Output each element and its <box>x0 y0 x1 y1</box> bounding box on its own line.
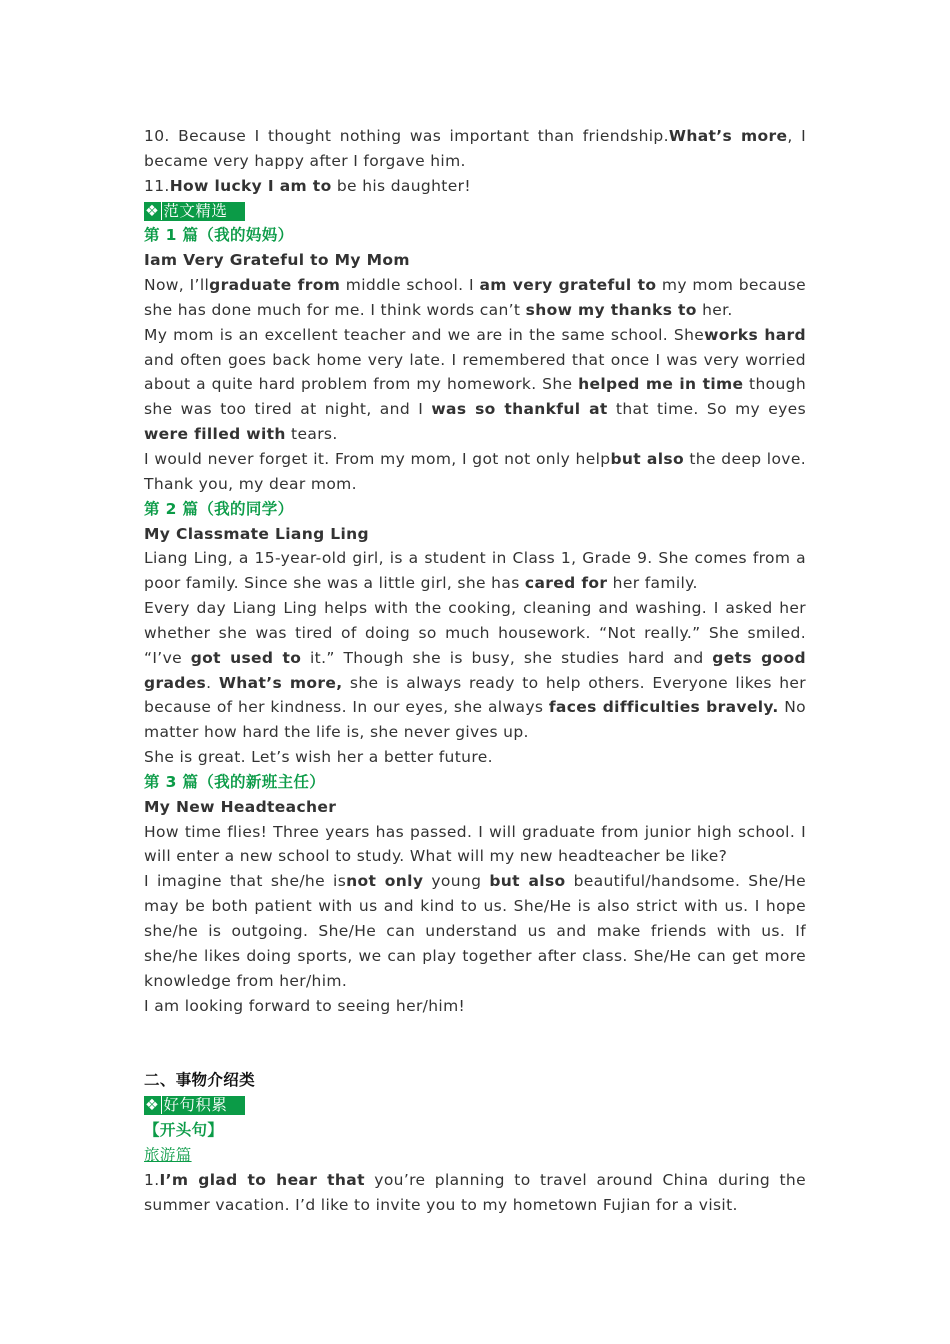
essay-3-paragraph-3: I am looking forward to seeing her/him! <box>144 996 466 1015</box>
essay-2-paragraph-3: She is great. Let’s wish her a better future. <box>144 748 493 767</box>
essay-1-paragraph-3: I would never forget it. From my mom, I got not only helpbut also the deep love. Thank you, my dear mom. <box>144 449 806 493</box>
essay-1-paragraph-1: Now, I’llgraduate from middle school. I am very grateful to my mom because she has done much for me. I think words can’t show my thanks to her. <box>144 276 806 319</box>
essay-3-title: My New Headteacher <box>144 797 337 816</box>
bold-phrase: How lucky I am to <box>169 176 332 195</box>
essay-3-paragraph-2: I imagine that she/he isnot only young but also beautiful/handsome. She/He may be both patient with us and kind to us. She/He is also strict with us. I hope she/he is outgoing. She/He can understand us and make friends with us. If she/he likes doing sports, we can play together after class. She/He can get more knowledge from her/him. <box>144 872 807 990</box>
bold-phrase: What’s more <box>668 127 788 145</box>
essay-2-paragraph-1: Liang Ling, a 15-year-old girl, is a student in Class 1, Grade 9. She comes from a poor family. Since she was a little girl, she has cared for her family. <box>144 549 806 593</box>
opening-sentences-label: 【开头句】 <box>144 1121 224 1140</box>
sentence-11: 11.How lucky I am to be his daughter! <box>144 176 471 195</box>
travel-subheading: 旅游篇 <box>144 1145 192 1164</box>
spacer <box>144 1018 806 1068</box>
essay-2-heading: 第 2 篇（我的同学） <box>144 499 294 518</box>
travel-sentence-1: 1.I’m glad to hear that you’re planning to travel around China during the summer vacation. I’d like to invite you to my hometown Fujian for a visit. <box>144 1170 806 1214</box>
essay-1-title: Iam Very Grateful to My Mom <box>144 251 410 270</box>
diamond-icon: ❖ <box>145 201 160 220</box>
essay-3-heading: 第 3 篇（我的新班主任） <box>144 772 326 791</box>
sentence-10: 10. Because I thought nothing was important than friendship.What’s more, I became very happy after I forgave him. <box>144 127 806 170</box>
section-2-heading: 二、事物介绍类 <box>144 1071 255 1090</box>
essay-1-heading: 第 1 篇（我的妈妈） <box>144 226 294 245</box>
essay-2-title: My Classmate Liang Ling <box>144 524 369 543</box>
section-tag-model-essays: ❖ 范文精选 <box>144 199 806 224</box>
section-tag-good-sentences: ❖ 好句积累 <box>144 1093 806 1118</box>
essay-3-paragraph-1: How time flies! Three years has passed. I will graduate from junior high school. I will enter a new school to study. What will my new headteacher be like? <box>144 822 806 866</box>
essay-1-paragraph-2: My mom is an excellent teacher and we are in the same school. Sheworks hard and often goes back home very late. I remembered that once I was very worried about a quite hard problem from my homework. She helped me in time though she was too tired at night, and I was so thankful at that time. So my eyes were filled with tears. <box>144 325 806 444</box>
essay-2-paragraph-2: Every day Liang Ling helps with the cooking, cleaning and washing. I asked her whether she was tired of doing so much housework. “Not really.” She smiled. “I’ve got used to it.” Though she is busy, she studies hard and gets good grades. What’s more, she is always ready to help others. Everyone likes her because of her kindness. In our eyes, she always faces difficulties bravely. No matter how hard the life is, she never gives up. <box>144 599 807 742</box>
diamond-icon: ❖ <box>145 1096 160 1115</box>
document-page <box>144 124 806 1217</box>
